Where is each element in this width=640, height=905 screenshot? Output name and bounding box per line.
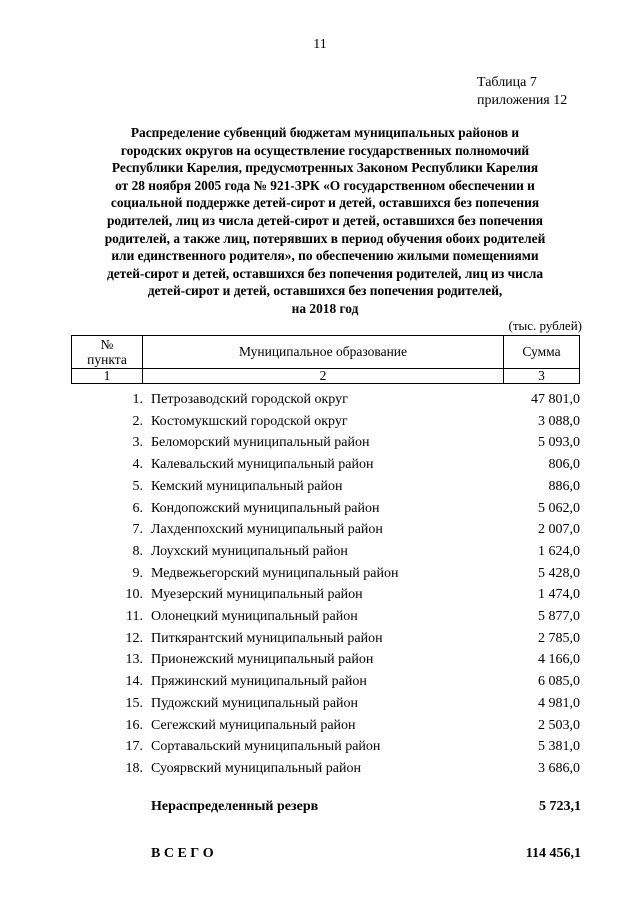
row-number: 10. bbox=[125, 587, 143, 603]
row-number: 14. bbox=[125, 674, 143, 690]
row-number: 9. bbox=[132, 565, 143, 581]
row-sum: 4 166,0 bbox=[538, 652, 580, 668]
row-municipality: Сортавальский муниципальный район bbox=[151, 739, 381, 755]
title-line: социальной поддержке детей-сирот и детей, оставшихся без попечения bbox=[110, 195, 540, 211]
row-municipality: Лахденпохский муниципальный район bbox=[151, 522, 383, 538]
table-row bbox=[71, 693, 580, 715]
title-line: Республики Карелия, предусмотренных Законом Республики Карелия bbox=[111, 160, 539, 176]
total-label: В С Е Г О bbox=[151, 846, 214, 861]
table-row bbox=[71, 389, 580, 411]
header-name-cell: Муниципальное образование bbox=[143, 335, 503, 369]
row-number: 16. bbox=[125, 717, 143, 733]
row-municipality: Сегежский муниципальный район bbox=[151, 717, 356, 733]
row-sum: 6 085,0 bbox=[538, 674, 580, 690]
header-number-label: пункта bbox=[87, 352, 127, 367]
row-number: 6. bbox=[132, 500, 143, 516]
units-label: (тыс. рублей) bbox=[508, 318, 582, 333]
row-sum: 2 007,0 bbox=[538, 522, 580, 538]
table-row bbox=[71, 606, 580, 628]
document-title bbox=[70, 124, 580, 318]
header-number-symbol: № bbox=[100, 337, 114, 352]
table-row bbox=[71, 649, 580, 671]
row-municipality: Калевальский муниципальный район bbox=[151, 457, 374, 473]
table-row bbox=[71, 758, 580, 780]
title-line: на 2018 год bbox=[291, 300, 359, 316]
table-reference-line-2: приложения 12 bbox=[477, 93, 568, 108]
table-row bbox=[71, 671, 580, 693]
header-sum-cell: Сумма bbox=[503, 335, 580, 369]
row-sum: 806,0 bbox=[548, 457, 580, 473]
row-sum: 1 474,0 bbox=[538, 587, 580, 603]
row-municipality: Кемский муниципальный район bbox=[151, 478, 343, 494]
row-sum: 2 785,0 bbox=[538, 630, 580, 646]
table-header bbox=[71, 335, 580, 369]
row-municipality: Суоярвский муниципальный район bbox=[151, 760, 361, 776]
title-line: от 28 ноября 2005 года № 921-ЗРК «О государственном обеспечении и bbox=[115, 177, 535, 193]
row-municipality: Кондопожский муниципальный район bbox=[151, 500, 380, 516]
row-number: 12. bbox=[125, 630, 143, 646]
column-number-3: 3 bbox=[503, 369, 580, 384]
row-number: 15. bbox=[125, 695, 143, 711]
row-municipality: Питкярантский муниципальный район bbox=[151, 630, 383, 646]
table-row bbox=[71, 454, 580, 476]
row-number: 4. bbox=[132, 457, 143, 473]
row-municipality: Прионежский муниципальный район bbox=[151, 652, 374, 668]
row-number: 13. bbox=[125, 652, 143, 668]
row-number: 18. bbox=[125, 760, 143, 776]
title-line: городских округов на осуществление государственных полномочий bbox=[120, 142, 530, 158]
row-sum: 47 801,0 bbox=[531, 392, 580, 407]
table-row bbox=[71, 519, 580, 541]
row-number: 11. bbox=[126, 609, 143, 624]
table-row bbox=[71, 432, 580, 454]
column-number-2: 2 bbox=[143, 369, 503, 384]
row-municipality: Медвежьегорский муниципальный район bbox=[151, 565, 399, 581]
table-row bbox=[71, 541, 580, 563]
row-municipality: Олонецкий муниципальный район bbox=[151, 609, 358, 624]
row-sum: 5 093,0 bbox=[538, 435, 580, 451]
row-municipality: Лоухский муниципальный район bbox=[151, 543, 348, 559]
table-row bbox=[71, 584, 580, 606]
row-municipality: Пряжинский муниципальный район bbox=[151, 674, 367, 690]
reserve-label: Нераспределенный резерв bbox=[151, 799, 319, 814]
title-line: родителей, а также лиц, потерявших в период обучения обоих родителей bbox=[104, 230, 546, 246]
title-line: детей-сирот и детей, оставшихся без попечения родителей, лиц из числа bbox=[106, 265, 544, 281]
row-number: 7. bbox=[132, 522, 143, 538]
row-number: 3. bbox=[132, 435, 143, 451]
row-sum: 5 062,0 bbox=[538, 500, 580, 516]
row-sum: 3 686,0 bbox=[538, 760, 580, 776]
row-sum: 2 503,0 bbox=[538, 717, 580, 733]
row-sum: 1 624,0 bbox=[538, 543, 580, 559]
reserve-sum: 5 723,1 bbox=[539, 799, 581, 814]
row-sum: 886,0 bbox=[548, 478, 580, 494]
row-municipality: Пудожский муниципальный район bbox=[151, 695, 359, 711]
table-row bbox=[71, 476, 580, 498]
table-row bbox=[71, 715, 580, 737]
row-number: 1. bbox=[132, 392, 143, 407]
total-row bbox=[151, 846, 581, 862]
row-municipality: Костомукшский городской округ bbox=[151, 413, 348, 429]
title-line: детей-сирот и детей, оставшихся без попечения родителей, bbox=[147, 283, 503, 299]
title-line: Распределение субвенций бюджетам муниципальных районов и bbox=[130, 125, 520, 140]
row-sum: 5 381,0 bbox=[538, 739, 580, 755]
table-row bbox=[71, 411, 580, 433]
total-sum: 114 456,1 bbox=[525, 846, 581, 861]
table-reference bbox=[477, 74, 567, 110]
row-municipality: Петрозаводский городской округ bbox=[151, 392, 348, 407]
column-number-1: 1 bbox=[71, 369, 143, 384]
row-number: 17. bbox=[125, 739, 143, 755]
row-sum: 5 428,0 bbox=[538, 565, 580, 581]
row-number: 5. bbox=[132, 478, 143, 494]
row-municipality: Муезерский муниципальный район bbox=[151, 587, 363, 603]
row-sum: 3 088,0 bbox=[538, 413, 580, 429]
reserve-row bbox=[151, 799, 581, 815]
table-row bbox=[71, 628, 580, 650]
table-row bbox=[71, 498, 580, 520]
table-column-numbers bbox=[71, 369, 580, 384]
row-number: 2. bbox=[132, 413, 143, 429]
table-row bbox=[71, 736, 580, 758]
table-row bbox=[71, 563, 580, 585]
row-sum: 4 981,0 bbox=[538, 695, 580, 711]
page-number: 11 bbox=[313, 37, 327, 52]
row-municipality: Беломорский муниципальный район bbox=[151, 435, 370, 451]
table-reference-line-1: Таблица 7 bbox=[477, 75, 537, 90]
header-number-cell bbox=[71, 335, 143, 369]
row-sum: 5 877,0 bbox=[538, 609, 580, 624]
title-line: родителей, лиц из числа детей-сирот и детей, оставшихся без попечения bbox=[106, 212, 544, 228]
title-line: или единственного родителя», по обеспечению жилыми помещениями bbox=[111, 248, 539, 264]
row-number: 8. bbox=[132, 543, 143, 559]
